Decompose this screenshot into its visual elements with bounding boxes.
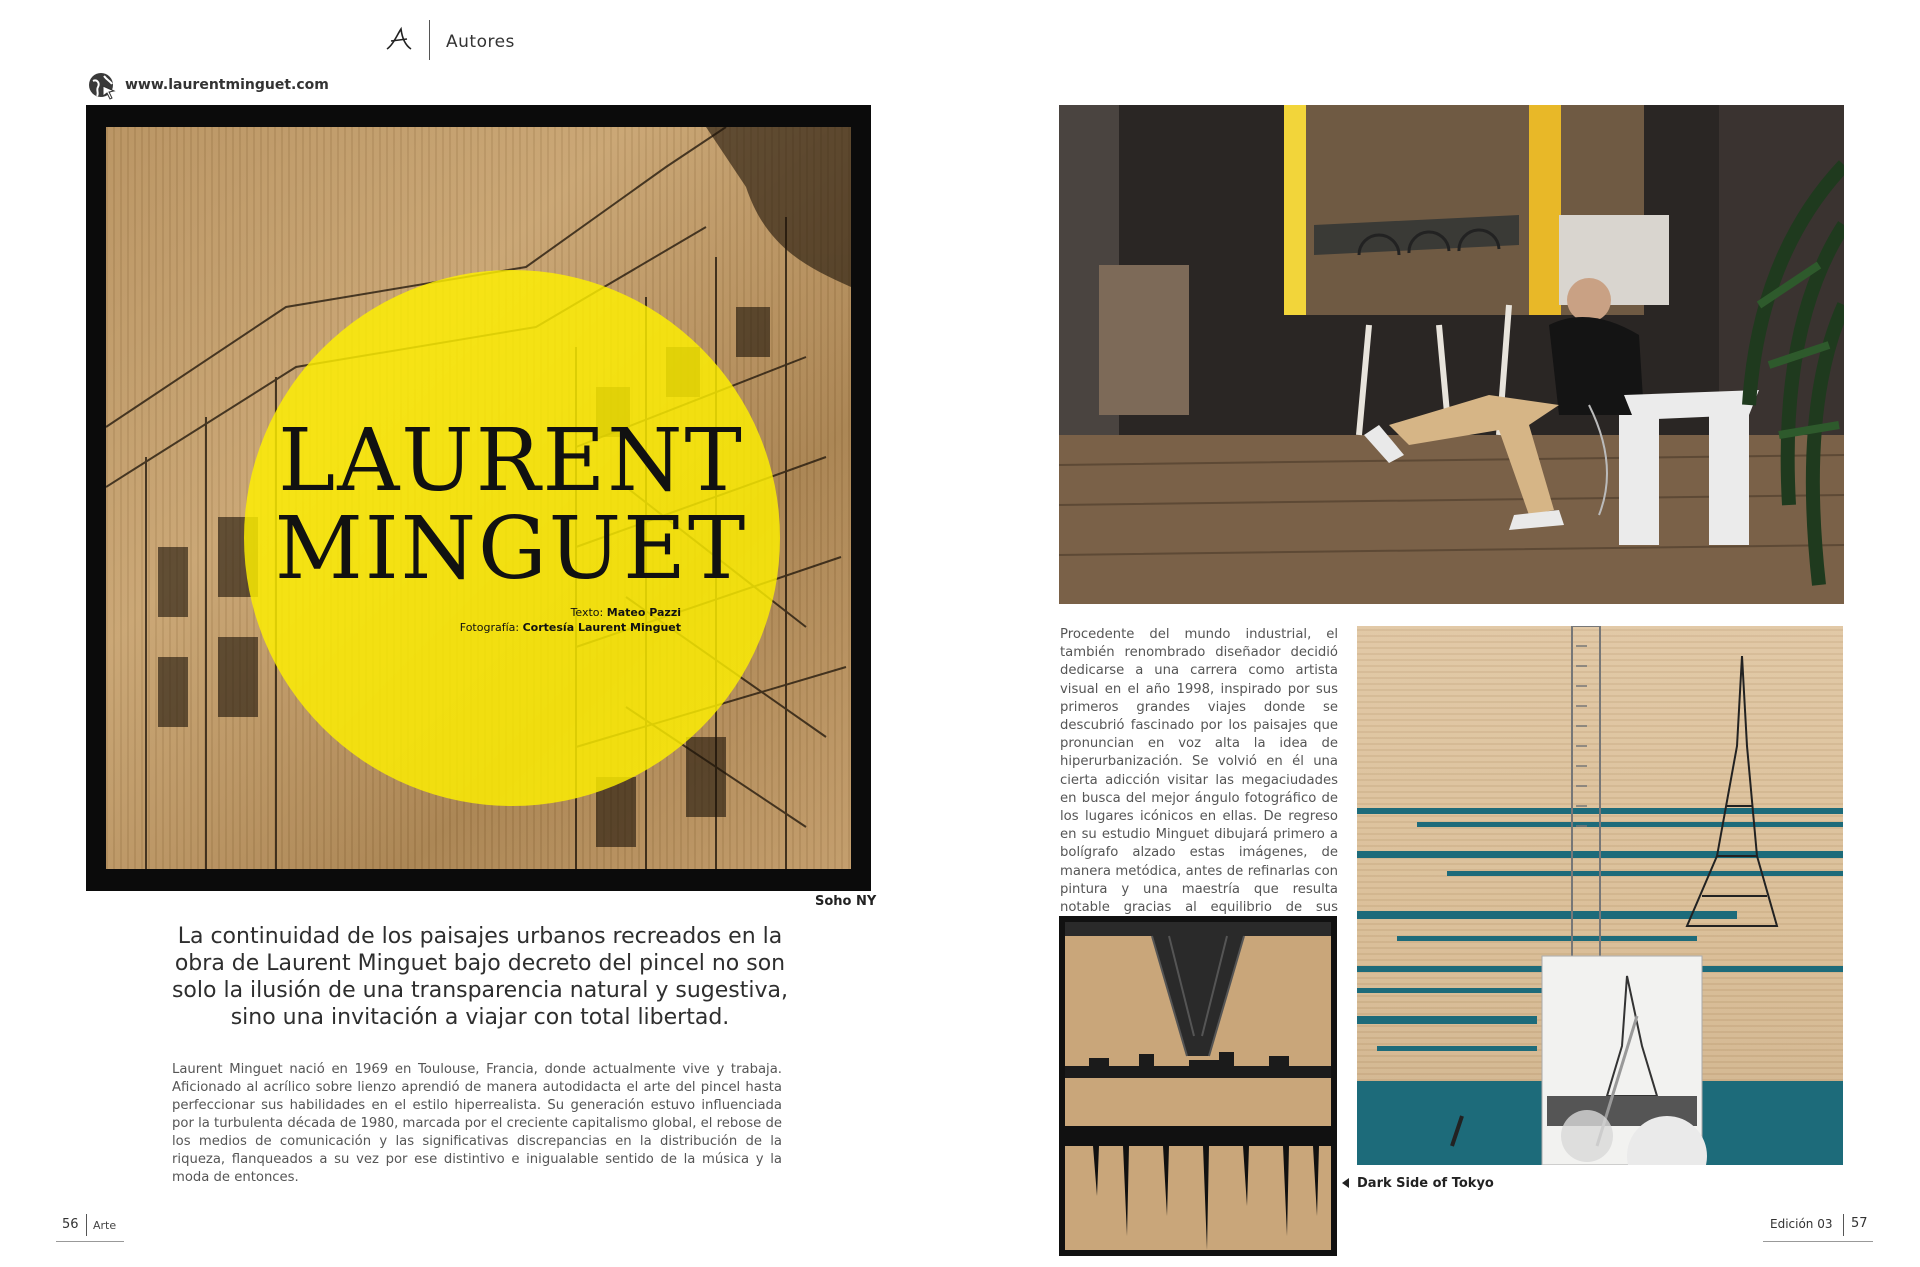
studio-photo <box>1059 105 1844 604</box>
eiffel-painting-photo <box>1357 626 1843 1165</box>
footer-rule-left <box>56 1241 124 1242</box>
studio-scene <box>1059 105 1844 604</box>
title-line-1: LAURENT <box>278 411 744 511</box>
article-credits <box>246 605 681 635</box>
body-text-right: Procedente del mundo industrial, el también renombrado diseñador decidió dedicarse a una carrera como artista visual en el año 1998, inspirado por sus primeros grandes viajes donde se descubrió fascinado por los paisajes que pronuncian en voz alta la idea de hiperurbanización. Se volvió en él una cierta adicción visitar las megaciudades en busca del mejor ángulo fotográfico de los lugares icónicos en ellas. De regreso en su estudio Minguet dibujará primero a bolígrafo alzado estas imágenes, de manera metódica, antes de refinarlas con pintura y una maestría que resulta notable gracias al equilibrio de sus <box>1060 627 1338 916</box>
credit-photo-label: Fotografía: <box>459 621 520 634</box>
credit-photo-name: Cortesía Laurent Minguet <box>522 621 681 634</box>
caption-soho: Soho NY <box>815 894 877 909</box>
credit-text-label: Texto: <box>570 606 604 619</box>
caption-tokyo: Dark Side of Tokyo <box>1357 1176 1494 1191</box>
eiffel-scene <box>1357 626 1843 1165</box>
footer-rule-right <box>1763 1241 1873 1242</box>
section-divider <box>429 20 430 60</box>
folio-divider-right <box>1843 1214 1844 1236</box>
page-number-left: 56 <box>62 1217 79 1232</box>
article-title <box>246 411 776 599</box>
credit-text-name: Mateo Pazzi <box>606 606 681 619</box>
globe-cursor-icon <box>88 72 116 100</box>
website-url[interactable]: www.laurentminguet.com <box>125 77 329 93</box>
folio-divider-left <box>86 1214 87 1236</box>
title-line-2: MINGUET <box>274 499 748 599</box>
section-logo-icon <box>385 25 417 55</box>
tokyo-bridge-painting <box>1059 916 1337 1256</box>
bridge-scene <box>1059 916 1337 1256</box>
hero-artwork <box>86 105 871 891</box>
body-text-left: Laurent Minguet nació en 1969 en Toulouse, Francia, donde actualmente vive y trabaja. Aficionado al acrílico sobre lienzo aprendió de manera autodidacta el arte del pincel hasta perfeccionar sus habilidades en el estilo hiperrealista. Su generación estuvo influenciada por la turbulenta década de 1980, marcada por el creciente capitalismo global, el rebose de los medios de comunicación y las significativas discrepancias en la distribución de la riqueza, flanqueados a su vez por ese distintivo e inigualable sentido de la música y la moda de entonces. <box>172 1062 782 1185</box>
hero-wood-panel <box>106 127 851 869</box>
caption-arrow-icon <box>1342 1178 1349 1188</box>
folio-section-left: Arte <box>93 1219 117 1232</box>
lead-paragraph: La continuidad de los paisajes urbanos recreados en la obra de Laurent Minguet bajo decreto del pincel no son solo la ilusión de una transparencia natural y sugestiva, sino una invitación a viajar con total libertad. <box>171 924 789 1030</box>
section-label: Autores <box>446 32 515 52</box>
folio-edition: Edición 03 <box>1770 1217 1833 1231</box>
page-number-right: 57 <box>1851 1216 1868 1231</box>
